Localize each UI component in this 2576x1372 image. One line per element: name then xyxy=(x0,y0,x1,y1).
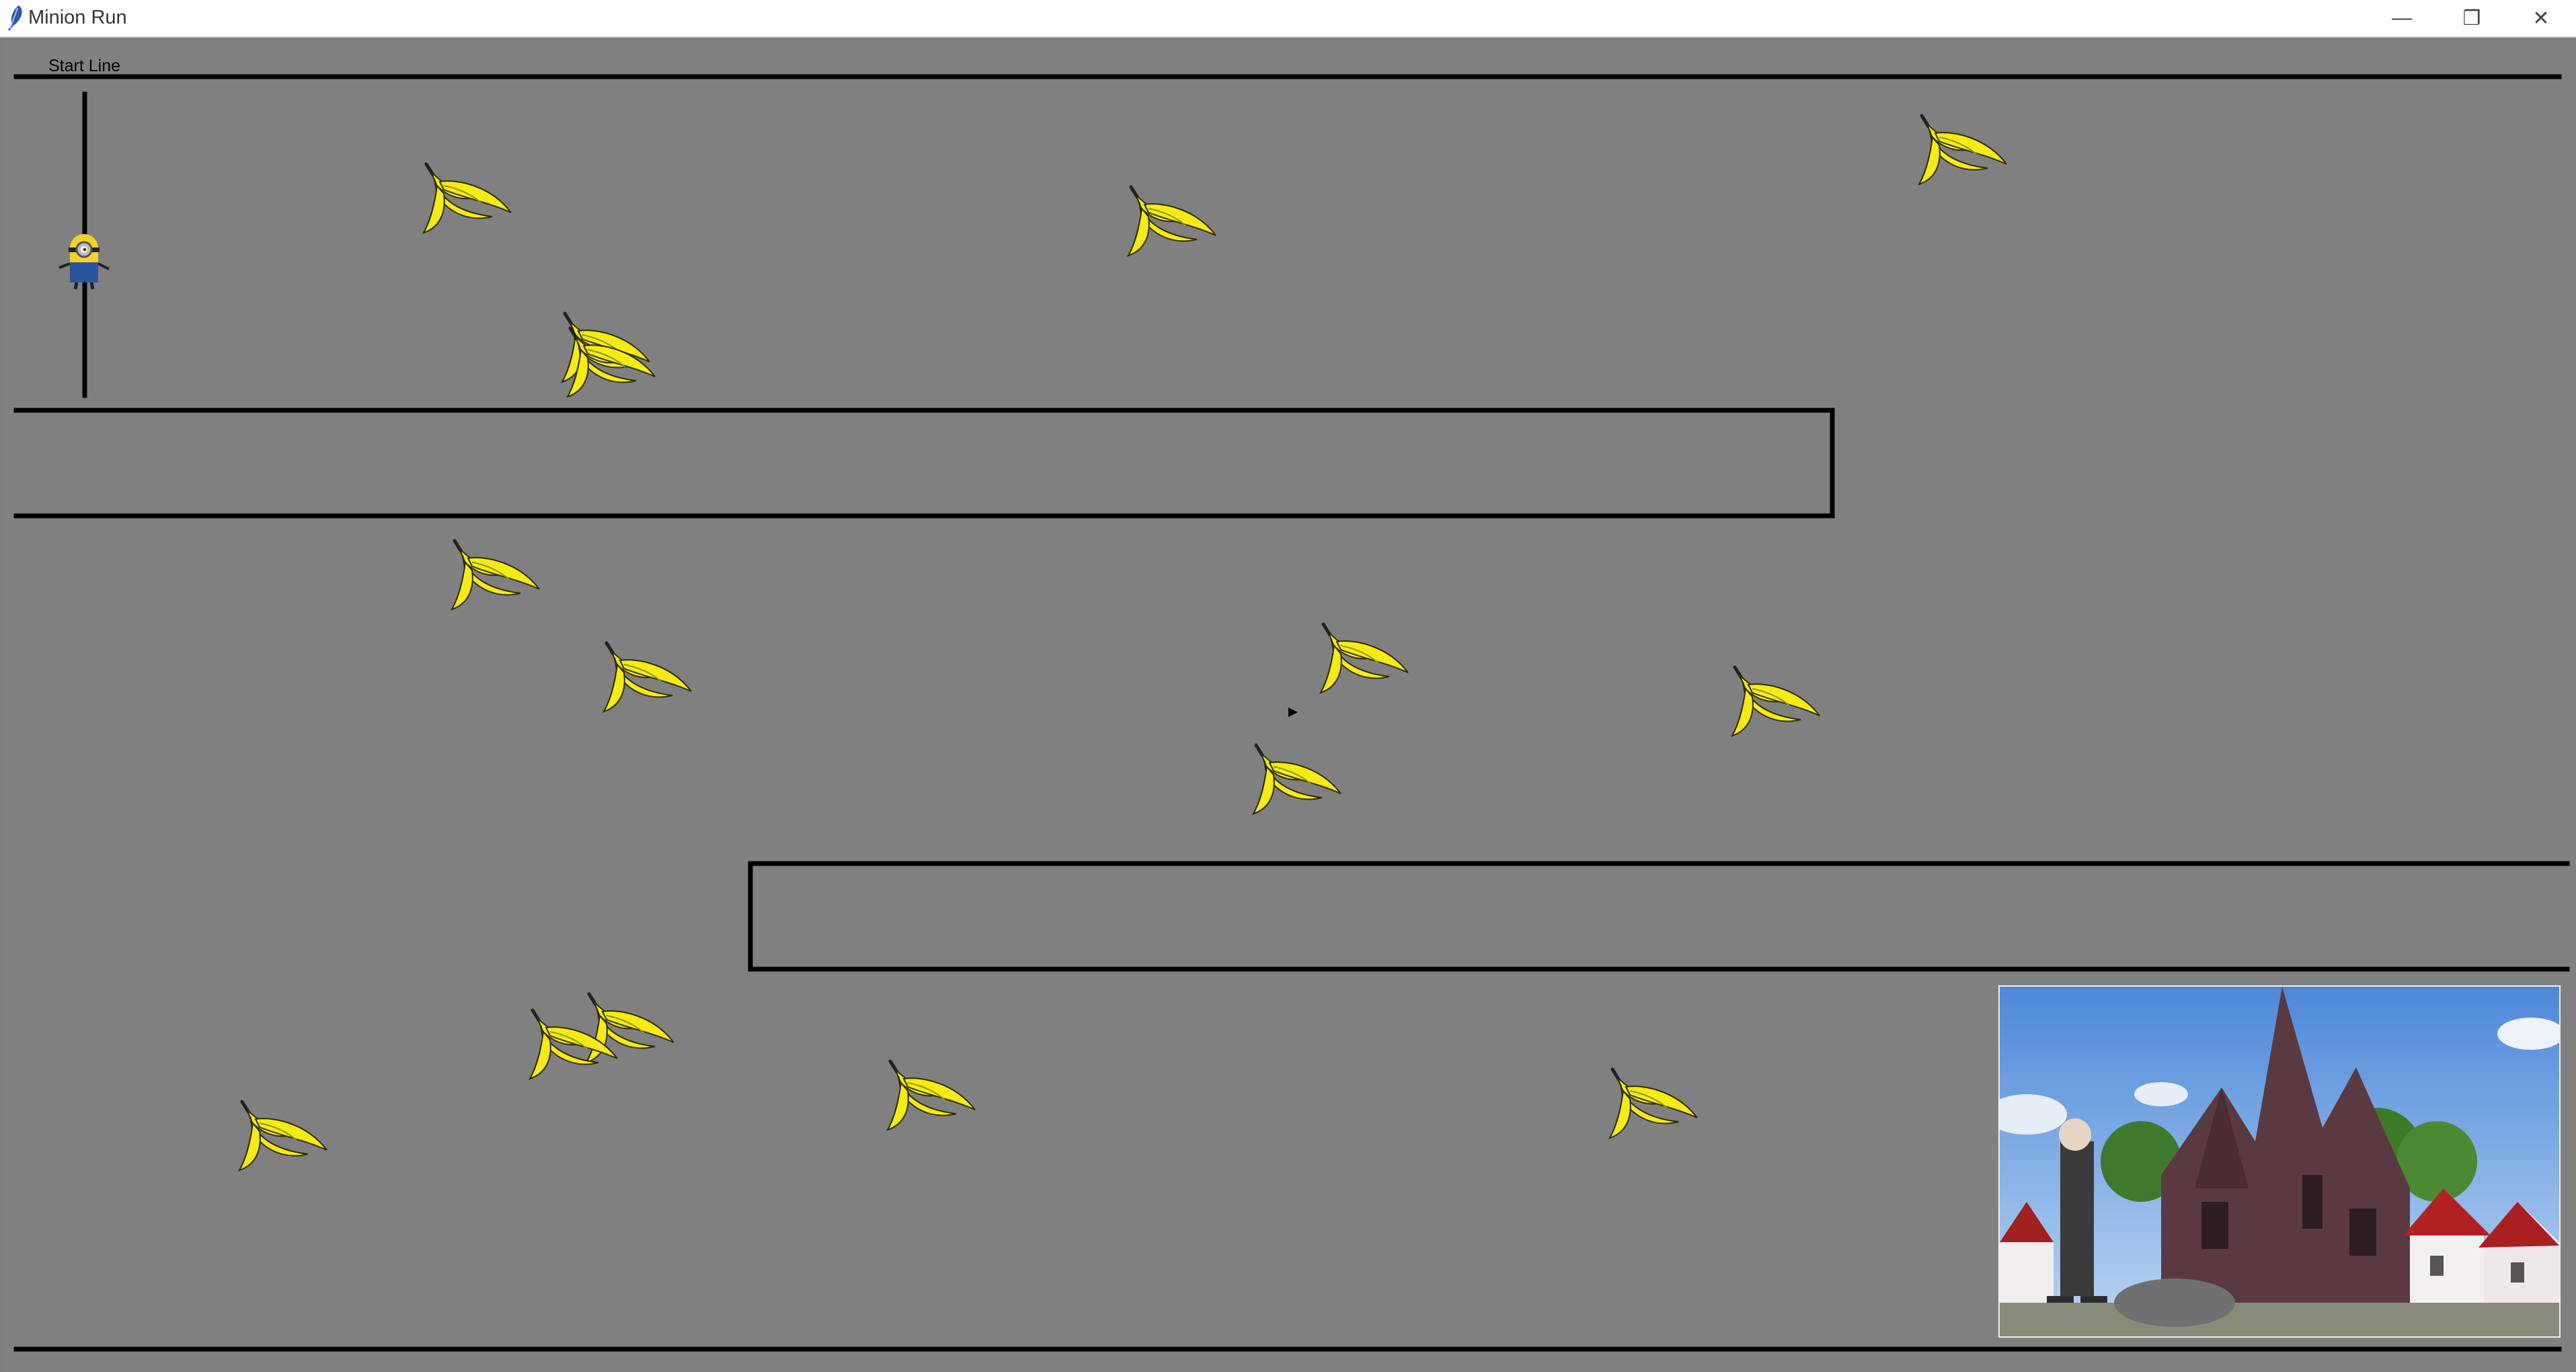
close-icon: ✕ xyxy=(2532,7,2550,30)
banana-peel xyxy=(1603,1064,1704,1142)
minimize-icon: — xyxy=(2392,7,2412,29)
banana-peel xyxy=(445,535,546,613)
banana-peel xyxy=(1725,662,1826,740)
banana-peel xyxy=(417,159,518,237)
lower-divider-wall xyxy=(750,864,2567,969)
start-line-label: Start Line xyxy=(48,56,121,75)
banana-peel xyxy=(561,323,662,401)
banana-peel xyxy=(1314,619,1415,697)
banana-peel xyxy=(881,1056,982,1134)
gru-house-scene-image xyxy=(1998,985,2561,1338)
window-title: Minion Run xyxy=(28,7,127,28)
restore-icon: ❐ xyxy=(2462,7,2481,30)
minion-player[interactable] xyxy=(55,229,113,291)
banana-peel xyxy=(1912,110,2013,188)
banana-peel xyxy=(597,638,698,716)
banana-peel xyxy=(233,1096,334,1174)
banana-peel xyxy=(1247,740,1348,818)
cursor-icon xyxy=(1287,706,1299,718)
banana-peel xyxy=(523,1005,624,1083)
banana-peel xyxy=(1122,182,1222,260)
upper-divider-wall xyxy=(16,410,1832,516)
